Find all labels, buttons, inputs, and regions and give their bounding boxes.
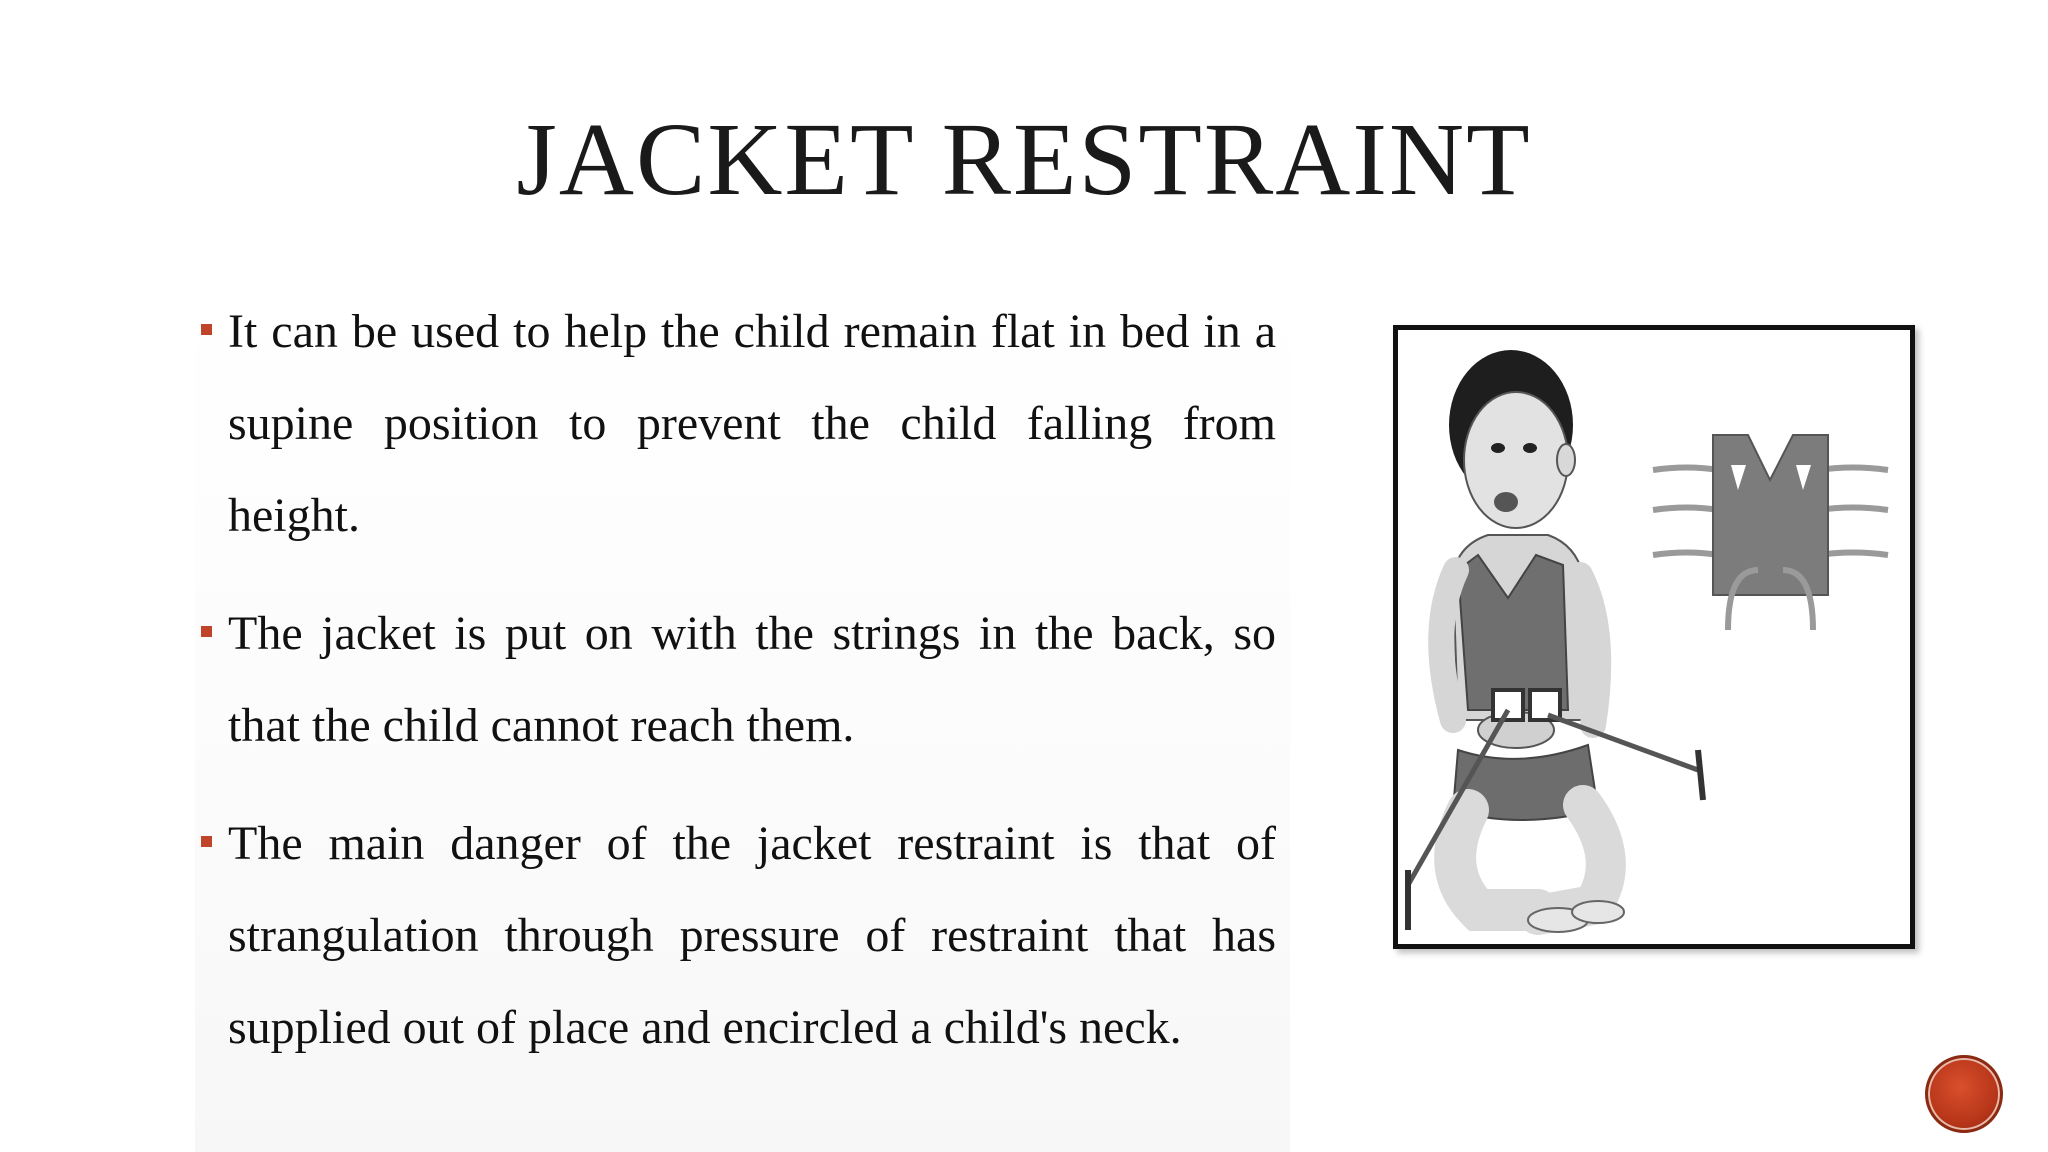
child-restraint-drawing xyxy=(1398,330,1910,944)
jacket-piece-icon xyxy=(1653,435,1888,630)
bullet-item xyxy=(198,588,1276,772)
bullet-marker-icon xyxy=(201,836,212,847)
bullet-list xyxy=(198,286,1276,1100)
bullet-text: The main danger of the jacket restraint is that of strangulation through pressure of restraint that has supplied out of place and encircled a child's neck. xyxy=(228,817,1276,1054)
bullet-marker-icon xyxy=(201,324,212,335)
next-slide-button[interactable] xyxy=(1925,1055,2003,1133)
bullet-item xyxy=(198,798,1276,1074)
bullet-text: It can be used to help the child remain flat in bed in a supine position to prevent the child falling from height. xyxy=(228,305,1276,542)
jacket-restraint-illustration xyxy=(1393,325,1915,949)
slide-title: JACKET RESTRAINT xyxy=(516,102,1532,217)
bullet-marker-icon xyxy=(201,626,212,637)
child-figure-icon xyxy=(1441,350,1624,932)
bullet-text: The jacket is put on with the strings in the back, so that the child cannot reach them. xyxy=(228,607,1276,752)
bullet-item xyxy=(198,286,1276,562)
